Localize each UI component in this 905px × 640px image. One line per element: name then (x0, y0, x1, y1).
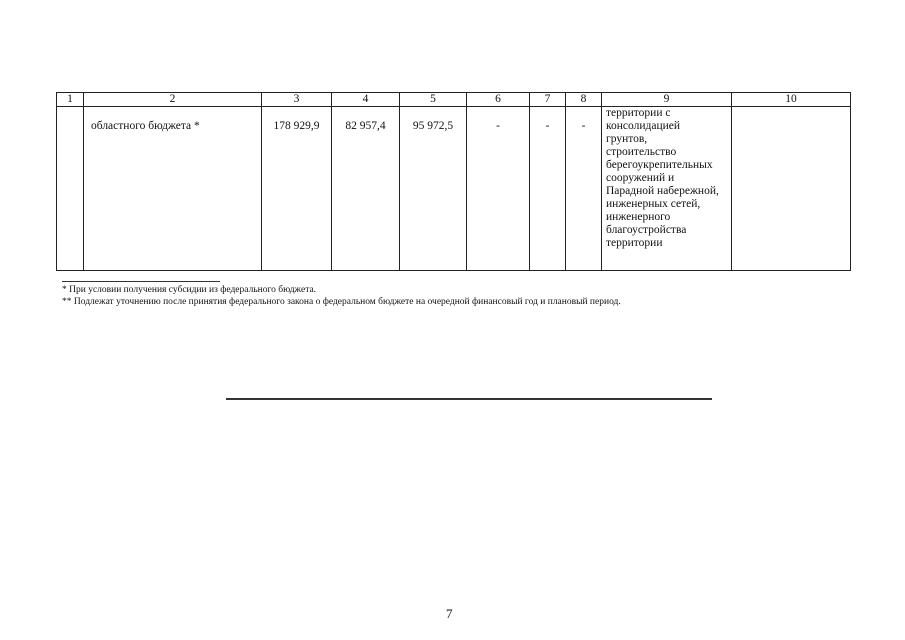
header-col-9: 9 (602, 93, 732, 107)
footnote-2: ** Подлежат уточнению после принятия федерального закона о федеральном бюджете на очередной финансовый год и плановый период. (62, 296, 621, 307)
header-col-3: 3 (262, 93, 332, 107)
cell-description (602, 107, 732, 271)
table-header-row (57, 93, 851, 107)
description-line: инженерных сетей, (606, 198, 701, 210)
description-line: территории (606, 237, 663, 249)
footnote-1: * При условии получения субсидии из федерального бюджета. (62, 285, 317, 295)
cell-value-7: - (530, 107, 566, 271)
description-line: благоустройства (606, 224, 687, 236)
header-col-6: 6 (467, 93, 530, 107)
description-line: сооружений и (606, 172, 675, 184)
header-col-1: 1 (57, 93, 84, 107)
description-line: Парадной набережной, (606, 185, 719, 197)
header-col-8: 8 (566, 93, 602, 107)
cell-number (57, 107, 84, 271)
cell-source: областного бюджета * (84, 107, 262, 271)
cell-note (732, 107, 851, 271)
footnotes (62, 285, 621, 308)
description-line: строительство (606, 146, 677, 158)
description-line: инженерного (606, 211, 671, 223)
footnote-separator (62, 281, 220, 282)
budget-table (56, 92, 851, 271)
cell-total: 178 929,9 (262, 107, 332, 271)
header-col-7: 7 (530, 93, 566, 107)
header-col-4: 4 (332, 93, 400, 107)
page-number: 7 (446, 606, 453, 621)
header-col-2: 2 (84, 93, 262, 107)
cell-value-5: 95 972,5 (400, 107, 467, 271)
description-line: грунтов, (606, 133, 648, 145)
description-line: консолидацией (606, 120, 681, 132)
description-line: берегоукрепительных (606, 159, 713, 171)
cell-value-6: - (467, 107, 530, 271)
table-row (57, 107, 851, 271)
cell-value-4: 82 957,4 (332, 107, 400, 271)
cell-value-8: - (566, 107, 602, 271)
end-of-document-line (226, 398, 712, 400)
description-line: территории с (606, 107, 671, 119)
header-col-5: 5 (400, 93, 467, 107)
header-col-10: 10 (732, 93, 851, 107)
